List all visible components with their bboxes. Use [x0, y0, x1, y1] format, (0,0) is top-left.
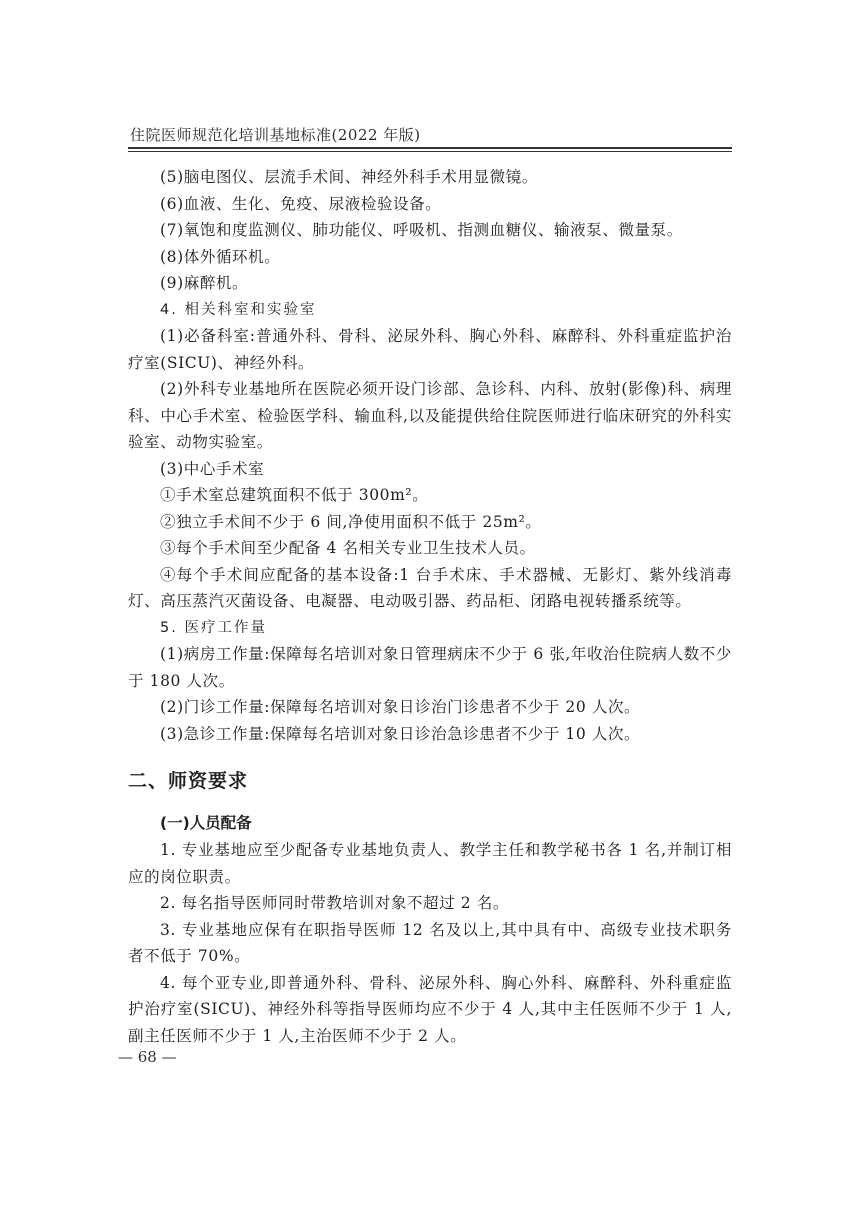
- document-body: [128, 164, 732, 1049]
- chapter-heading: 二、师资要求: [128, 770, 249, 792]
- section-heading: 5. 医疗工作量: [160, 619, 267, 636]
- paragraph: 3. 专业基地应保有在职指导医师 12 名及以上,其中具有中、高级专业技术职务者不低于 70%。: [128, 920, 732, 965]
- page-number: — 68 —: [118, 1048, 177, 1066]
- paragraph: (9)麻醉机。: [160, 274, 249, 292]
- paragraph: 4. 每个亚专业,即普通外科、骨科、泌尿外科、胸心外科、麻醉科、外科重症监护治疗室(SICU)、神经外科等指导医师均应不少于 4 人,其中主任医师不少于 1 人,副主任医师不少于 1 人,主治医师不少于 2 人。: [128, 973, 732, 1045]
- paragraph: (6)血液、生化、免疫、尿液检验设备。: [160, 194, 442, 213]
- paragraph: (7)氧饱和度监测仪、肺功能仪、呼吸机、指测血糖仪、输液泵、微量泵。: [160, 221, 683, 239]
- header-rule-thin: [128, 151, 732, 152]
- paragraph: (1)必备科室:普通外科、骨科、泌尿外科、胸心外科、麻醉科、外科重症监护治疗室(SICU)、神经外科。: [128, 327, 732, 372]
- paragraph: (2)门诊工作量:保障每名培训对象日诊治门诊患者不少于 20 人次。: [160, 698, 641, 716]
- paragraph: ②独立手术间不少于 6 间,净使用面积不低于 25m²。: [160, 512, 542, 531]
- paragraph: (3)急诊工作量:保障每名培训对象日诊治急诊患者不少于 10 人次。: [160, 724, 641, 743]
- section-heading: 4. 相关科室和实验室: [160, 301, 317, 318]
- paragraph: (8)体外循环机。: [160, 247, 281, 266]
- paragraph: ④每个手术间应配备的基本设备:1 台手术床、手术器械、无影灯、紫外线消毒灯、高压蒸汽灭菌设备、电凝器、电动吸引器、药品柜、闭路电视转播系统等。: [128, 565, 732, 610]
- paragraph: ③每个手术间至少配备 4 名相关专业卫生技术人员。: [160, 539, 536, 557]
- paragraph: (3)中心手术室: [160, 459, 265, 478]
- header-rule-thick: [128, 147, 732, 149]
- paragraph: (2)外科专业基地所在医院必须开设门诊部、急诊科、内科、放射(影像)科、病理科、中心手术室、检验医学科、输血科,以及能提供给住院医师进行临床研究的外科实验室、动物实验室。: [128, 380, 732, 451]
- paragraph: ①手术室总建筑面积不低于 300m²。: [160, 486, 429, 504]
- paragraph: 2. 每名指导医师同时带教培训对象不超过 2 名。: [160, 894, 509, 912]
- subsection-heading: (一)人员配备: [160, 814, 252, 832]
- running-header: 住院医师规范化培训基地标准(2022 年版): [130, 126, 421, 144]
- paragraph: (1)病房工作量:保障每名培训对象日管理病床不少于 6 张,年收治住院病人数不少于 180 人次。: [128, 645, 732, 690]
- paragraph: (5)脑电图仪、层流手术间、神经外科手术用显微镜。: [160, 168, 538, 186]
- paragraph: 1. 专业基地应至少配备专业基地负责人、教学主任和教学秘书各 1 名,并制订相应的岗位职责。: [128, 841, 732, 886]
